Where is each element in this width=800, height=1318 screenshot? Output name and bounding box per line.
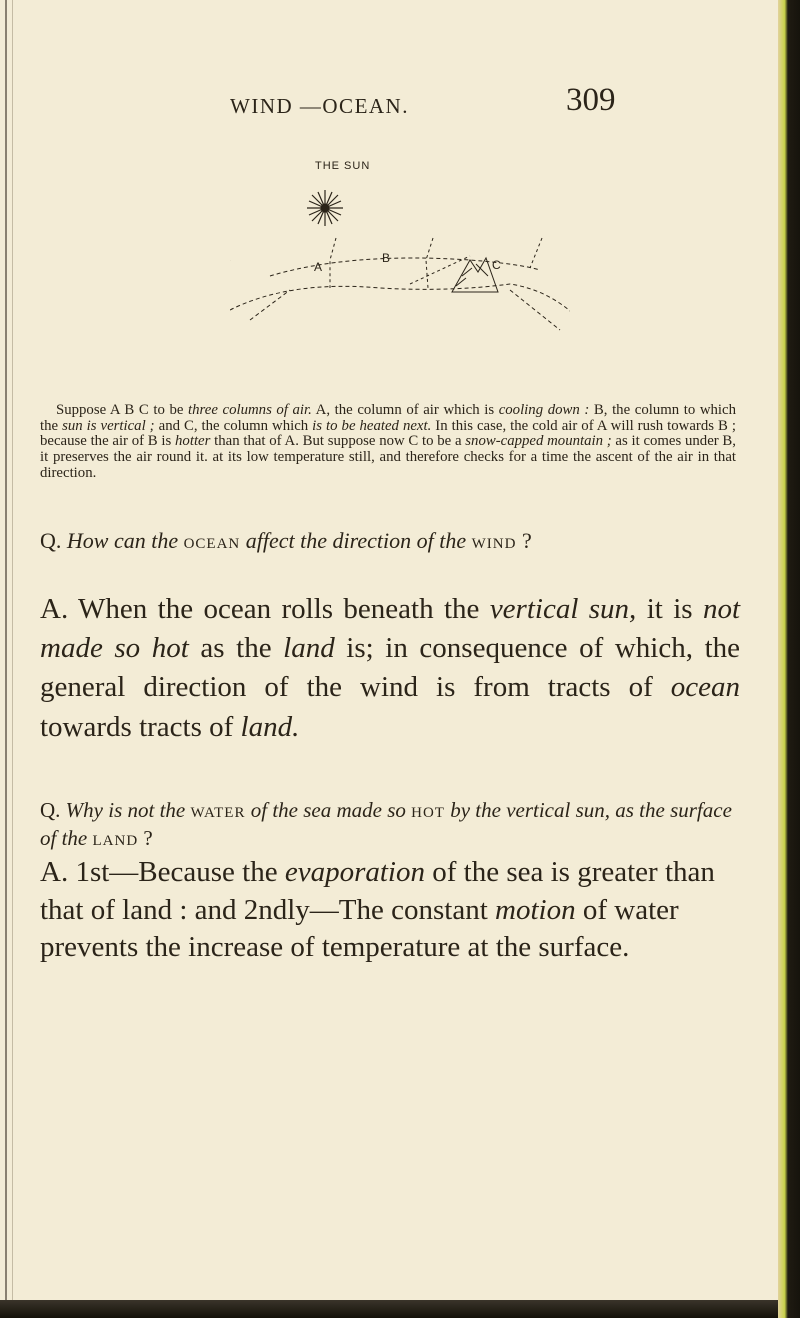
book-edge-bottom bbox=[0, 1300, 778, 1318]
figure-title: THE SUN bbox=[315, 160, 371, 172]
answer-italic: land bbox=[283, 632, 335, 665]
answer-italic: land. bbox=[240, 710, 300, 743]
caption-italic: snow-capped mountain ; bbox=[465, 433, 612, 450]
caption-text: than that of A. But suppose now C to be a bbox=[210, 433, 466, 450]
caption-text: B, the column to which the bbox=[40, 402, 737, 434]
caption-text: as it comes under B, it preserves the air round it. at its low temperature still, and therefore checks for a time the ascent of the air in that direction. bbox=[40, 433, 736, 481]
label-a: A bbox=[314, 260, 323, 274]
label-c: C bbox=[492, 258, 501, 272]
answer-text: of water prevents the increase of temperature at the surface. bbox=[40, 893, 679, 963]
question-end: ? bbox=[138, 826, 153, 850]
sun-air-columns-figure bbox=[230, 160, 570, 406]
caption-italic: is to be heated next. bbox=[312, 417, 432, 434]
question-text: of the sea made so bbox=[245, 798, 412, 822]
question-text: How can the bbox=[66, 528, 184, 553]
answer-text: A. 1st—Because the bbox=[40, 856, 285, 888]
question-prefix: Q. bbox=[40, 528, 67, 553]
book-edge-right bbox=[778, 0, 800, 1318]
answer-italic: motion bbox=[495, 893, 576, 926]
answer-text: of the sea is greater than that of land : and 2ndly—The constant bbox=[40, 856, 715, 926]
caption-text: Suppose A B C to be bbox=[56, 402, 189, 418]
answer-italic: vertical sun, bbox=[489, 593, 637, 625]
caption-italic: three columns of air. bbox=[188, 402, 312, 418]
question-keyword: hot bbox=[411, 798, 445, 822]
running-head: WIND —OCEAN. bbox=[230, 94, 409, 118]
question-keyword: ocean bbox=[183, 528, 241, 553]
question-keyword: wind bbox=[471, 528, 517, 553]
horizon-curves bbox=[230, 258, 570, 330]
answer-water-hot bbox=[40, 854, 740, 967]
sun-icon bbox=[307, 190, 343, 226]
answer-text: is; in consequence of which, the general direction of the wind is from tracts of bbox=[40, 632, 740, 704]
mountain-icon bbox=[410, 256, 498, 292]
page-number: 309 bbox=[566, 82, 616, 118]
page-gutter-line-inner bbox=[12, 0, 13, 1318]
caption-text: and C, the column which bbox=[154, 417, 313, 434]
question-keyword: water bbox=[190, 798, 246, 822]
answer-text: it is bbox=[636, 593, 703, 625]
question-text: Why is not the bbox=[65, 798, 191, 822]
caption-italic: cooling down : bbox=[498, 402, 590, 418]
question-ocean-wind bbox=[40, 527, 750, 555]
figure-drawing bbox=[230, 160, 570, 406]
answer-italic: evaporation bbox=[284, 856, 425, 888]
answer-text: towards tracts of bbox=[40, 710, 241, 743]
question-text: affect the direction of the bbox=[240, 528, 472, 553]
question-text: by the vertical sun, as the surface of the bbox=[40, 798, 732, 850]
page-gutter-line bbox=[5, 0, 7, 1318]
label-b: B bbox=[382, 251, 391, 265]
figure-caption bbox=[40, 403, 736, 482]
answer-italic: ocean bbox=[670, 671, 740, 704]
question-prefix: Q. bbox=[40, 798, 66, 822]
caption-italic: hotter bbox=[175, 433, 211, 450]
answer-italic: not made so hot bbox=[40, 593, 740, 665]
question-water-hot bbox=[40, 796, 750, 852]
answer-ocean-wind bbox=[40, 590, 740, 747]
caption-italic: sun is vertical ; bbox=[62, 417, 155, 434]
caption-text: A, the column of air which is bbox=[311, 402, 499, 418]
answer-text: as the bbox=[188, 632, 284, 665]
answer-text: A. When the ocean rolls beneath the bbox=[40, 593, 490, 625]
caption-text: In this case, the cold air of A will rush towards B ; because the air of B is bbox=[40, 417, 736, 450]
question-end: ? bbox=[516, 528, 532, 553]
question-keyword: land bbox=[92, 826, 139, 850]
